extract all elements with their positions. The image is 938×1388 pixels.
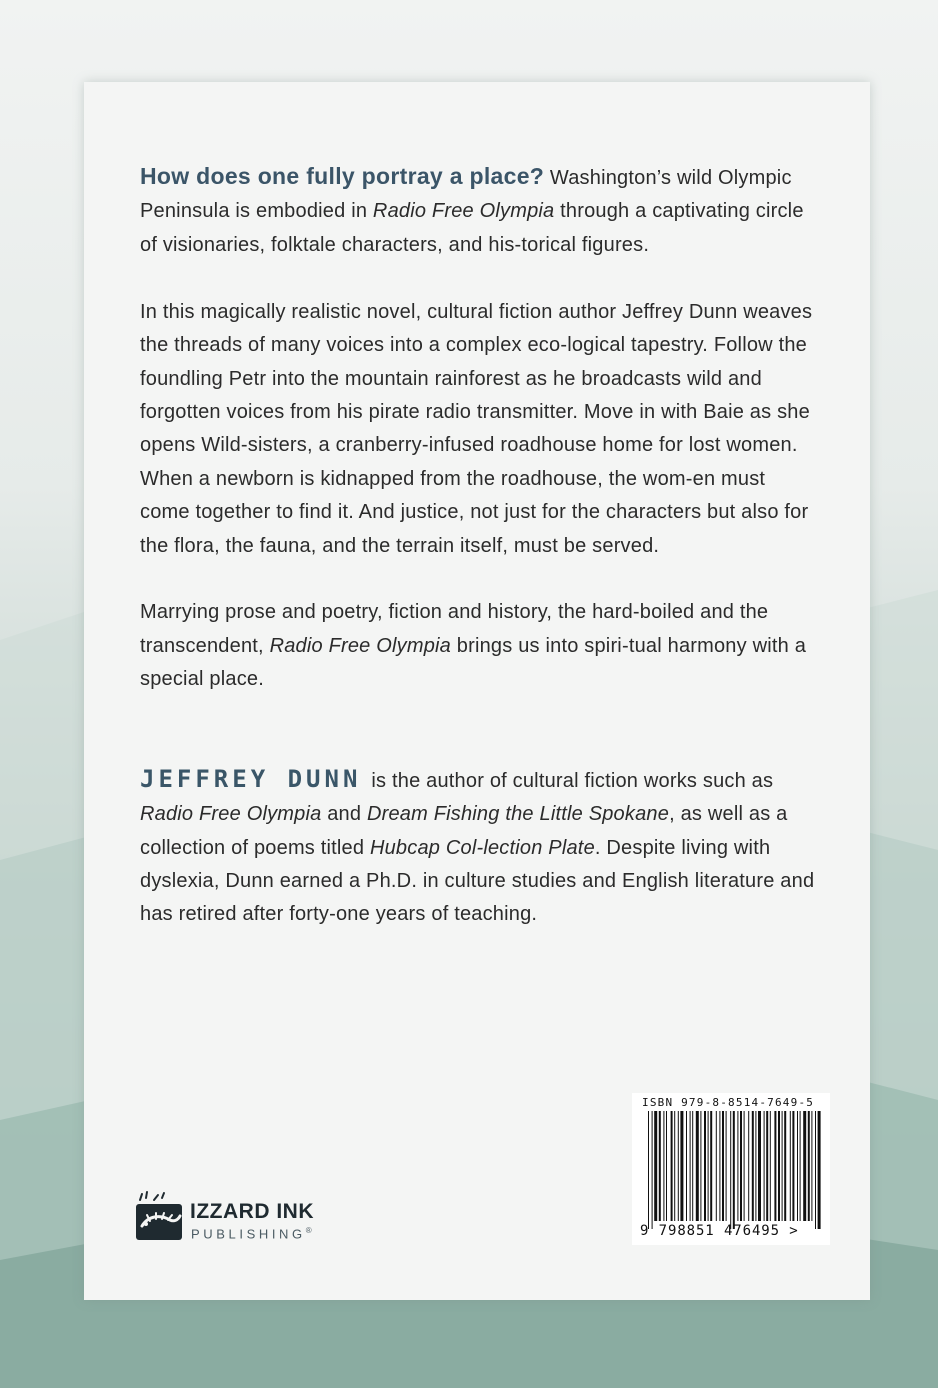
book-title: Radio Free Olympia bbox=[140, 803, 322, 826]
author-name: JEFFREY DUNN bbox=[140, 764, 362, 793]
text-fragment: , as well as a collection of poems titled bbox=[140, 803, 788, 859]
publisher-sub-text: PUBLISHING bbox=[191, 1226, 306, 1242]
text-fragment: and bbox=[321, 803, 367, 826]
text-fragment: . Despite living with dyslexia, Dunn earned a Ph.D. in culture studies and English literature and has retired after forty-one years of teaching. bbox=[140, 836, 815, 926]
lizard-icon bbox=[134, 1190, 186, 1242]
barcode-digits: 9 798851 476495 > bbox=[640, 1223, 799, 1239]
publisher-subtitle bbox=[191, 1226, 312, 1241]
publisher-logo bbox=[134, 1190, 334, 1246]
description-paragraph-1 bbox=[140, 160, 820, 262]
book-title: Radio Free Olympia bbox=[372, 200, 555, 223]
lead-question: How does one fully portray a place? bbox=[140, 163, 545, 189]
text-fragment: Marrying prose and poetry, fiction and history, the hard-boiled and the transcendent, bbox=[140, 601, 769, 657]
text-fragment: Washington’s wild Olympic Peninsula is embodied in bbox=[140, 167, 792, 223]
book-title: Dream Fishing the Little Spokane bbox=[366, 803, 670, 826]
text-fragment: through a captivating circle of visionaries, folktale characters, and his-torical figures. bbox=[140, 200, 804, 256]
description-paragraph-3 bbox=[140, 596, 820, 696]
isbn-barcode bbox=[632, 1093, 830, 1245]
cover-text bbox=[140, 160, 820, 965]
isbn-label: ISBN 979-8-8514-7649-5 bbox=[642, 1096, 815, 1109]
barcode-bars bbox=[632, 1111, 830, 1229]
author-bio bbox=[140, 763, 820, 932]
publisher-name: IZZARD INK bbox=[190, 1200, 314, 1223]
book-title: Hubcap Col-lection Plate bbox=[369, 836, 595, 859]
back-cover-panel bbox=[84, 82, 870, 1300]
description-paragraph-2: In this magically realistic novel, cultural fiction author Jeffrey Dunn weaves the threads of many voices into a complex eco-logical tapestry. Follow the foundling Petr into the mountain rainforest as he broadcasts wild and forgotten voices from his pirate radio transmitter. Move in with Baie as she opens Wild-sisters, a cranberry-infused roadhouse home for lost women. When a newborn is kidnapped from the roadhouse, the wom-en must come together to find it. And justice, not just for the characters but also for the flora, the fauna, and the terrain itself, must be served. bbox=[140, 300, 813, 557]
text-fragment: brings us into spiri-tual harmony with a special place. bbox=[140, 634, 807, 691]
text-fragment: is the author of cultural fiction works such as bbox=[371, 769, 774, 792]
book-title: Radio Free Olympia bbox=[269, 634, 452, 657]
registered-mark: ® bbox=[305, 1226, 312, 1235]
